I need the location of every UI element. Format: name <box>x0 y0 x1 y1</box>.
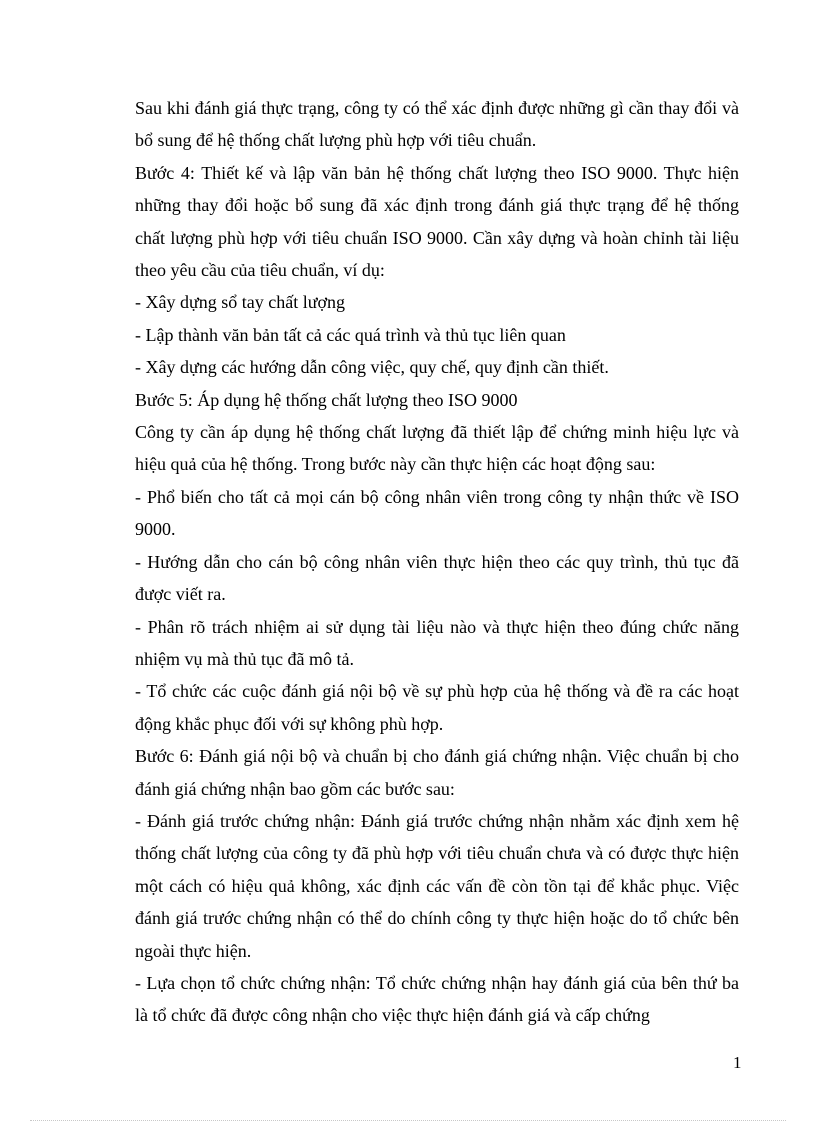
paragraph-step-6: Bước 6: Đánh giá nội bộ và chuẩn bị cho đánh giá chứng nhận. Việc chuẩn bị cho đánh giá chứng nhận bao gồm các bước sau: <box>135 746 739 799</box>
list-item-assign-responsibility: - Phân rõ trách nhiệm ai sử dụng tài liệu nào và thực hiện theo đúng chức năng nhiệm vụ mà thủ tục đã mô tả. <box>135 616 739 669</box>
paragraph-step-4: Bước 4: Thiết kế và lập văn bản hệ thống chất lượng theo ISO 9000. Thực hiện những thay đổi hoặc bổ sung đã xác định trong đánh giá thực trạng để hệ thống chất lượng phù hợp với tiêu chuẩn ISO 9000. Cần xây dựng và hoàn chỉnh tài liệu theo yêu cầu của tiêu chuẩn, ví dụ: <box>135 162 739 281</box>
paragraph-step-5-description: Công ty cần áp dụng hệ thống chất lượng đã thiết lập để chứng minh hiệu lực và hiệu quả của hệ thống. Trong bước này cần thực hiện các hoạt động sau: <box>135 422 739 475</box>
list-item-internal-audits: - Tổ chức các cuộc đánh giá nội bộ về sự phù hợp của hệ thống và đề ra các hoạt động khắc phục đối với sự không phù hợp. <box>135 681 739 734</box>
list-item-document-processes: - Lập thành văn bản tất cả các quá trình và thủ tục liên quan <box>135 324 566 345</box>
list-item-guide-staff: - Hướng dẫn cho cán bộ công nhân viên thực hiện theo các quy trình, thủ tục đã được viết ra. <box>135 551 739 605</box>
paragraph-intro: Sau khi đánh giá thực trạng, công ty có thể xác định được những gì cần thay đổi và bổ sung để hệ thống chất lượng phù hợp với tiêu chuẩn. <box>135 98 739 151</box>
list-item-disseminate: - Phổ biến cho tất cả mọi cán bộ công nhân viên trong công ty nhận thức về ISO 9000. <box>135 486 739 540</box>
list-item-select-certifier: - Lựa chọn tổ chức chứng nhận: Tổ chức chứng nhận hay đánh giá của bên thứ ba là tổ chức đã được công nhận cho việc thực hiện đánh giá và cấp chứng <box>135 972 739 1026</box>
document-body <box>135 92 739 1032</box>
page-number: 1 <box>733 1053 742 1072</box>
page-bottom-edge <box>30 1120 786 1121</box>
list-item-quality-manual: - Xây dựng sổ tay chất lượng <box>135 292 345 313</box>
list-item-work-instructions: - Xây dựng các hướng dẫn công việc, quy chế, quy định cần thiết. <box>135 357 609 378</box>
paragraph-step-5: Bước 5: Áp dụng hệ thống chất lượng theo ISO 9000 <box>135 389 518 410</box>
list-item-pre-certification: - Đánh giá trước chứng nhận: Đánh giá trước chứng nhận nhằm xác định xem hệ thống chất lượng của công ty đã phù hợp với tiêu chuẩn chưa và có được thực hiện một cách có hiệu quả không, xác định các vấn đề còn tồn tại để khắc phục. Việc đánh giá trước chứng nhận có thể do chính công ty thực hiện hoặc do tổ chức bên ngoài thực hiện. <box>135 810 739 961</box>
